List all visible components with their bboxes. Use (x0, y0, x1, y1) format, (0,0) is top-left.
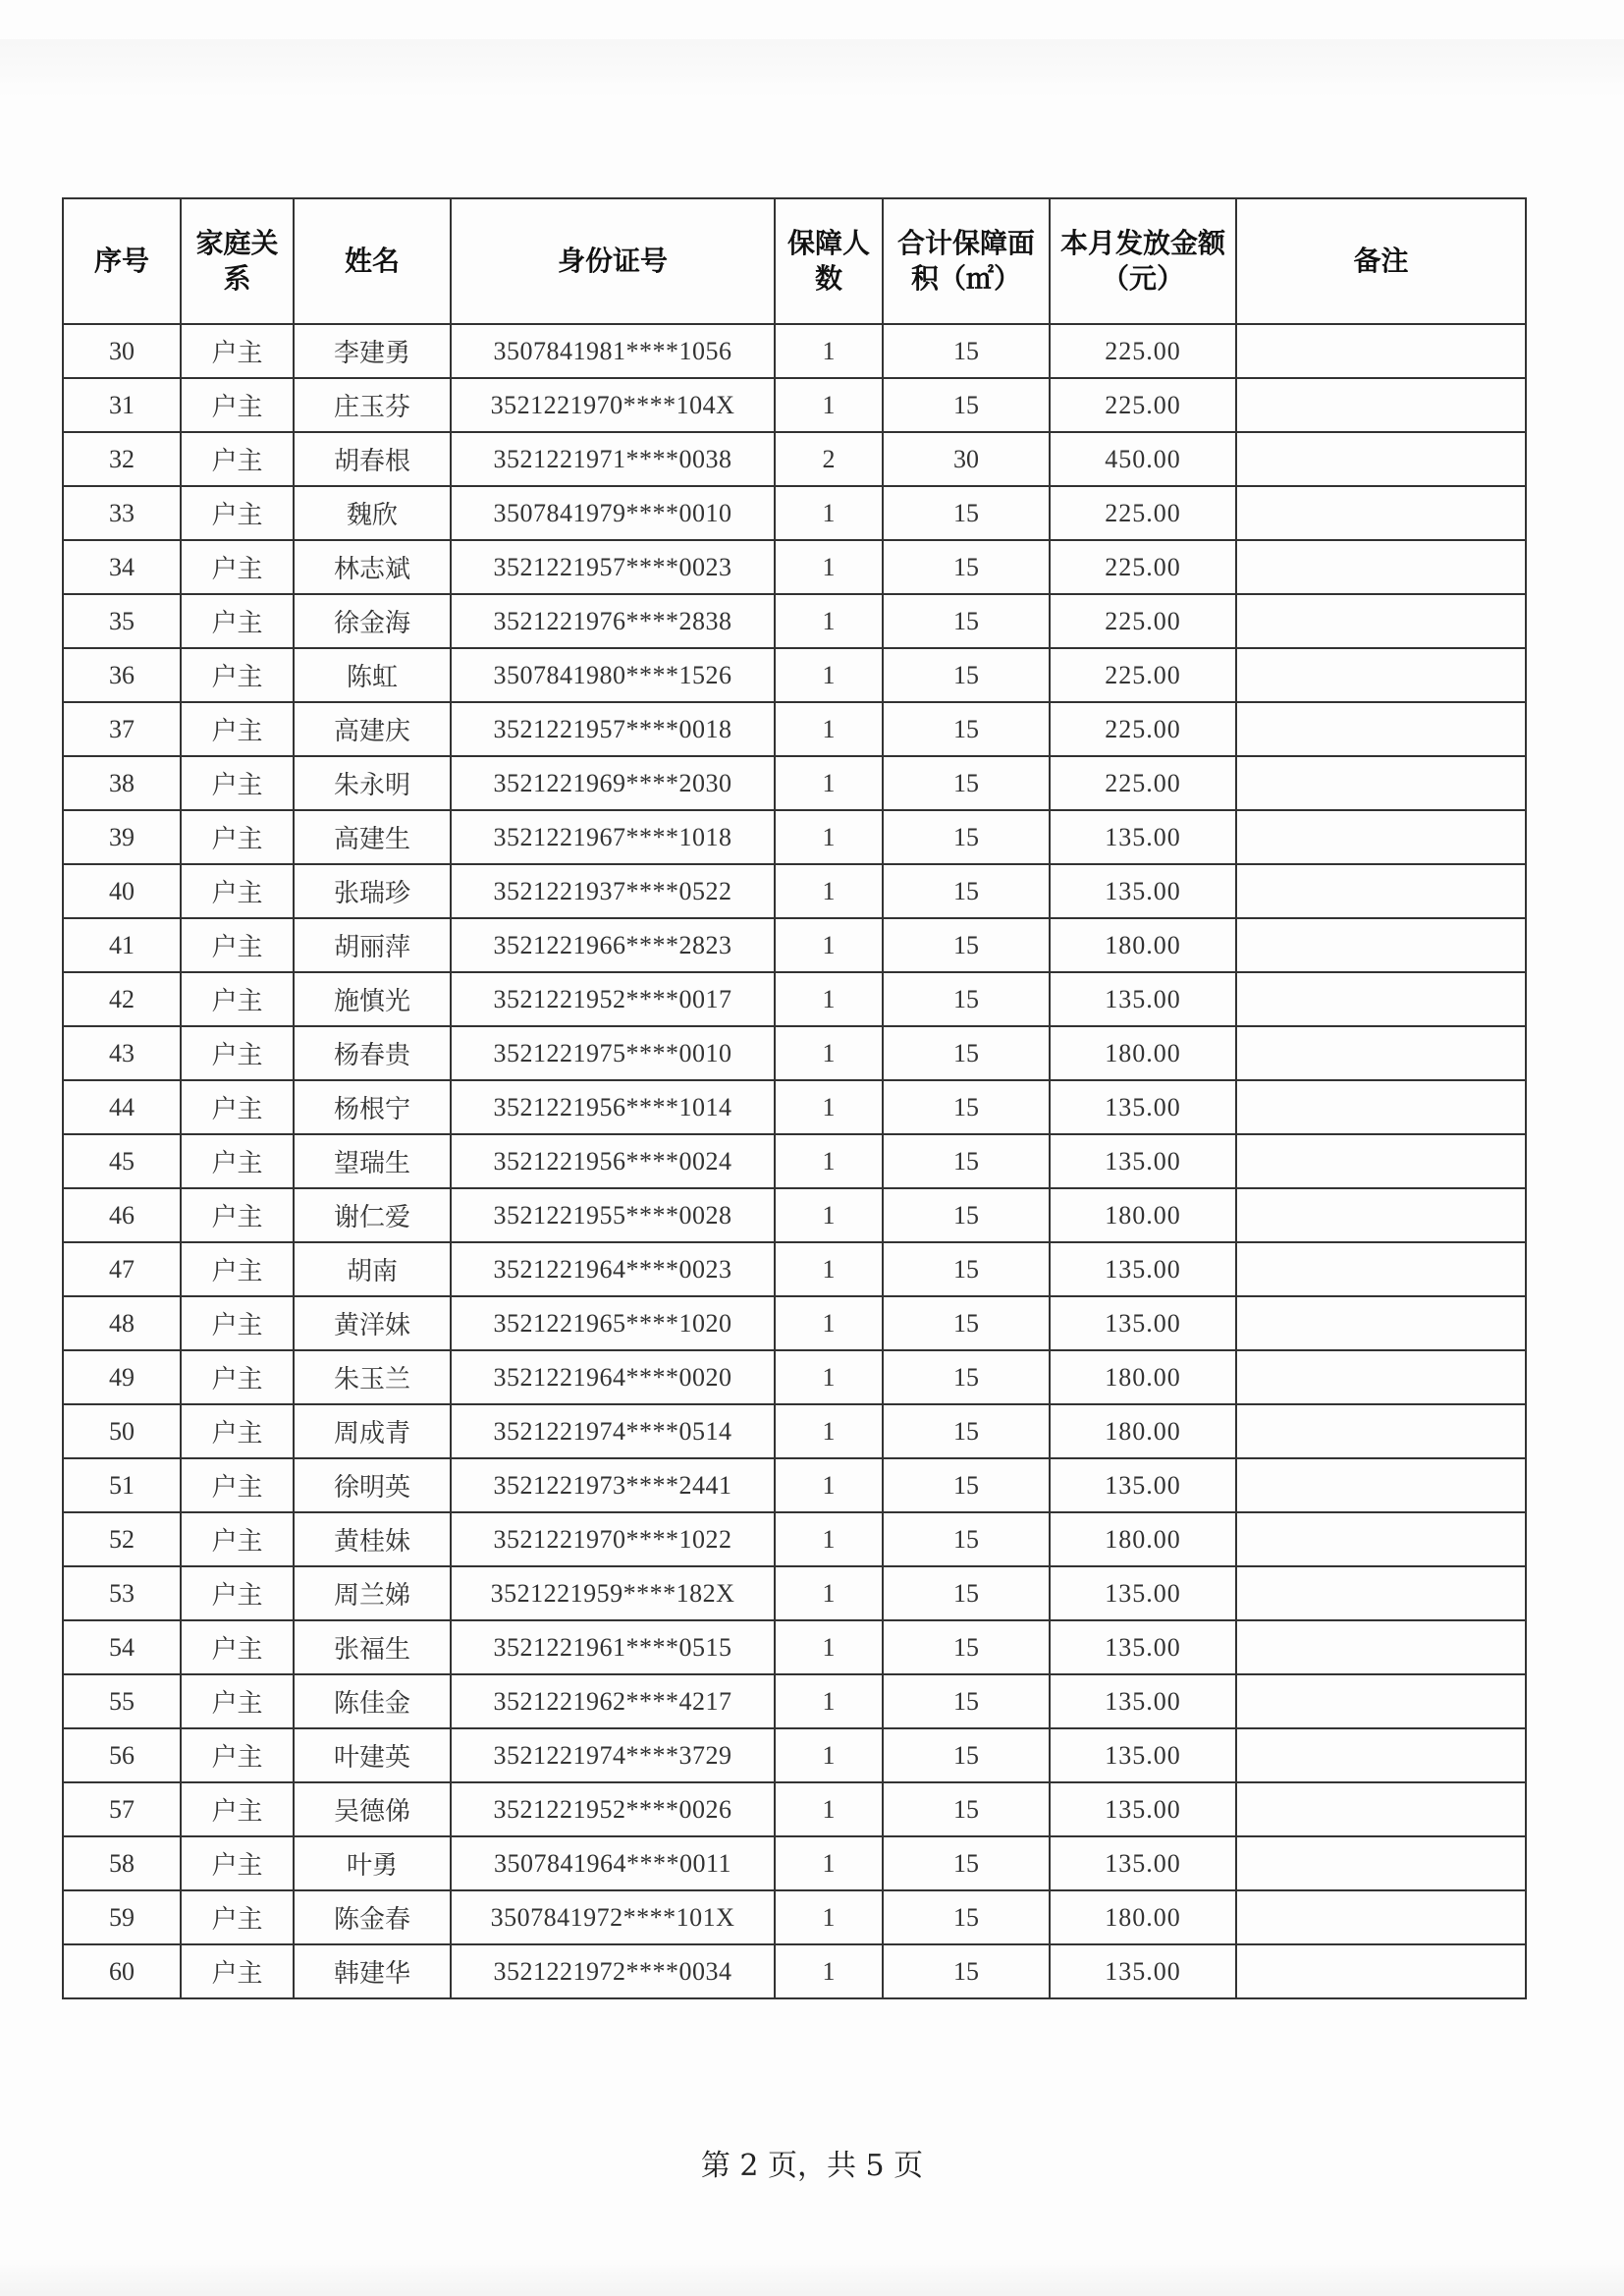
header-area-label: 合计保障面积（㎡） (896, 227, 1035, 295)
cell-area: 15 (883, 1080, 1050, 1134)
cell-people: 1 (775, 1512, 883, 1566)
cell-people: 1 (775, 1458, 883, 1512)
table-row (63, 1836, 1526, 1890)
cell-id-number: 3521221955****0028 (451, 1188, 775, 1242)
cell-remark (1236, 1458, 1526, 1512)
cell-id-number: 3521221957****0018 (451, 702, 775, 756)
cell-remark (1236, 1242, 1526, 1296)
housing-subsidy-table (62, 197, 1527, 1999)
cell-relation: 户主 (181, 1620, 294, 1674)
cell-id-number: 3521221973****2441 (451, 1458, 775, 1512)
cell-relation: 户主 (181, 1836, 294, 1890)
cell-id-number: 3521221972****0034 (451, 1944, 775, 1998)
cell-people: 2 (775, 432, 883, 486)
cell-amount: 135.00 (1050, 1674, 1236, 1728)
table-row (63, 1404, 1526, 1458)
header-people-label: 保障人数 (787, 227, 871, 295)
cell-people: 1 (775, 702, 883, 756)
cell-id-number: 3507841964****0011 (451, 1836, 775, 1890)
cell-id-number: 3521221971****0038 (451, 432, 775, 486)
cell-area: 15 (883, 810, 1050, 864)
cell-id-number: 3507841981****1056 (451, 324, 775, 378)
cell-name: 徐金海 (294, 594, 451, 648)
cell-amount: 225.00 (1050, 486, 1236, 540)
cell-area: 15 (883, 1620, 1050, 1674)
table-row (63, 1458, 1526, 1512)
cell-name: 杨春贵 (294, 1026, 451, 1080)
cell-seq: 31 (63, 378, 181, 432)
cell-seq: 41 (63, 918, 181, 972)
cell-seq: 49 (63, 1350, 181, 1404)
cell-area: 15 (883, 1782, 1050, 1836)
cell-relation: 户主 (181, 648, 294, 702)
cell-name: 谢仁爱 (294, 1188, 451, 1242)
cell-seq: 30 (63, 324, 181, 378)
table-row (63, 1782, 1526, 1836)
cell-name: 张瑞珍 (294, 864, 451, 918)
cell-name: 林志斌 (294, 540, 451, 594)
cell-remark (1236, 1890, 1526, 1944)
cell-area: 15 (883, 324, 1050, 378)
cell-amount: 135.00 (1050, 1782, 1236, 1836)
cell-seq: 59 (63, 1890, 181, 1944)
cell-seq: 37 (63, 702, 181, 756)
cell-seq: 35 (63, 594, 181, 648)
cell-amount: 180.00 (1050, 1026, 1236, 1080)
cell-remark (1236, 1188, 1526, 1242)
cell-seq: 33 (63, 486, 181, 540)
cell-name: 高建庆 (294, 702, 451, 756)
cell-amount: 135.00 (1050, 1944, 1236, 1998)
cell-name: 陈佳金 (294, 1674, 451, 1728)
cell-amount: 135.00 (1050, 864, 1236, 918)
cell-name: 杨根宁 (294, 1080, 451, 1134)
cell-relation: 户主 (181, 1512, 294, 1566)
cell-name: 高建生 (294, 810, 451, 864)
header-id-number: 身份证号 (451, 198, 775, 324)
cell-people: 1 (775, 972, 883, 1026)
cell-people: 1 (775, 1944, 883, 1998)
cell-people: 1 (775, 648, 883, 702)
cell-seq: 52 (63, 1512, 181, 1566)
cell-amount: 135.00 (1050, 1134, 1236, 1188)
header-seq: 序号 (63, 198, 181, 324)
cell-area: 15 (883, 1458, 1050, 1512)
cell-id-number: 3521221970****1022 (451, 1512, 775, 1566)
cell-id-number: 3521221956****1014 (451, 1080, 775, 1134)
cell-relation: 户主 (181, 1026, 294, 1080)
table-row (63, 1134, 1526, 1188)
cell-amount: 135.00 (1050, 810, 1236, 864)
cell-remark (1236, 1134, 1526, 1188)
cell-id-number: 3521221964****0023 (451, 1242, 775, 1296)
table-row (63, 702, 1526, 756)
table-row (63, 1296, 1526, 1350)
table-row (63, 486, 1526, 540)
cell-people: 1 (775, 1674, 883, 1728)
cell-area: 15 (883, 1566, 1050, 1620)
cell-seq: 58 (63, 1836, 181, 1890)
cell-id-number: 3521221969****2030 (451, 756, 775, 810)
cell-name: 胡丽萍 (294, 918, 451, 972)
cell-remark (1236, 918, 1526, 972)
cell-people: 1 (775, 1080, 883, 1134)
cell-seq: 46 (63, 1188, 181, 1242)
cell-remark (1236, 1350, 1526, 1404)
cell-people: 1 (775, 1782, 883, 1836)
cell-relation: 户主 (181, 702, 294, 756)
cell-remark (1236, 540, 1526, 594)
table-row (63, 864, 1526, 918)
cell-amount: 135.00 (1050, 1458, 1236, 1512)
cell-relation: 户主 (181, 864, 294, 918)
cell-seq: 48 (63, 1296, 181, 1350)
cell-amount: 225.00 (1050, 540, 1236, 594)
cell-remark (1236, 756, 1526, 810)
cell-remark (1236, 1080, 1526, 1134)
cell-id-number: 3521221966****2823 (451, 918, 775, 972)
cell-people: 1 (775, 1026, 883, 1080)
cell-relation: 户主 (181, 1134, 294, 1188)
cell-relation: 户主 (181, 1080, 294, 1134)
header-relation-label: 家庭关系 (195, 227, 279, 295)
cell-people: 1 (775, 378, 883, 432)
cell-id-number: 3521221974****3729 (451, 1728, 775, 1782)
cell-amount: 225.00 (1050, 702, 1236, 756)
cell-area: 15 (883, 648, 1050, 702)
cell-relation: 户主 (181, 1296, 294, 1350)
cell-relation: 户主 (181, 324, 294, 378)
cell-people: 1 (775, 1188, 883, 1242)
cell-people: 1 (775, 1134, 883, 1188)
cell-name: 周成青 (294, 1404, 451, 1458)
cell-relation: 户主 (181, 972, 294, 1026)
cell-id-number: 3521221967****1018 (451, 810, 775, 864)
cell-id-number: 3521221965****1020 (451, 1296, 775, 1350)
cell-name: 韩建华 (294, 1944, 451, 1998)
cell-seq: 43 (63, 1026, 181, 1080)
cell-relation: 户主 (181, 1674, 294, 1728)
cell-area: 15 (883, 864, 1050, 918)
cell-name: 朱永明 (294, 756, 451, 810)
cell-amount: 135.00 (1050, 1566, 1236, 1620)
header-amount (1050, 198, 1236, 324)
cell-seq: 54 (63, 1620, 181, 1674)
cell-area: 15 (883, 1350, 1050, 1404)
cell-id-number: 3521221974****0514 (451, 1404, 775, 1458)
cell-name: 陈金春 (294, 1890, 451, 1944)
cell-relation: 户主 (181, 1890, 294, 1944)
cell-remark (1236, 648, 1526, 702)
page-indicator: 第 2 页，共 5 页 (700, 2149, 924, 2183)
cell-seq: 39 (63, 810, 181, 864)
cell-people: 1 (775, 324, 883, 378)
cell-name: 李建勇 (294, 324, 451, 378)
cell-people: 1 (775, 864, 883, 918)
cell-remark (1236, 1782, 1526, 1836)
cell-remark (1236, 324, 1526, 378)
table-row (63, 594, 1526, 648)
cell-relation: 户主 (181, 540, 294, 594)
cell-area: 15 (883, 1674, 1050, 1728)
cell-remark (1236, 810, 1526, 864)
cell-people: 1 (775, 1566, 883, 1620)
cell-id-number: 3521221976****2838 (451, 594, 775, 648)
cell-amount: 225.00 (1050, 756, 1236, 810)
cell-remark (1236, 1620, 1526, 1674)
cell-id-number: 3521221952****0026 (451, 1782, 775, 1836)
cell-id-number: 3507841979****0010 (451, 486, 775, 540)
cell-seq: 47 (63, 1242, 181, 1296)
table-body (63, 324, 1526, 1998)
cell-people: 1 (775, 756, 883, 810)
cell-remark (1236, 594, 1526, 648)
header-area (883, 198, 1050, 324)
cell-relation: 户主 (181, 1242, 294, 1296)
cell-relation: 户主 (181, 810, 294, 864)
cell-relation: 户主 (181, 1566, 294, 1620)
cell-id-number: 3521221957****0023 (451, 540, 775, 594)
cell-area: 15 (883, 972, 1050, 1026)
cell-seq: 51 (63, 1458, 181, 1512)
cell-name: 黄洋妹 (294, 1296, 451, 1350)
table-row (63, 324, 1526, 378)
table-row (63, 1080, 1526, 1134)
cell-area: 15 (883, 1188, 1050, 1242)
cell-seq: 56 (63, 1728, 181, 1782)
cell-seq: 57 (63, 1782, 181, 1836)
cell-relation: 户主 (181, 486, 294, 540)
header-people (775, 198, 883, 324)
cell-area: 15 (883, 1296, 1050, 1350)
cell-name: 叶勇 (294, 1836, 451, 1890)
cell-area: 15 (883, 1890, 1050, 1944)
cell-area: 15 (883, 594, 1050, 648)
cell-seq: 42 (63, 972, 181, 1026)
cell-area: 15 (883, 1836, 1050, 1890)
table-header-row (63, 198, 1526, 324)
cell-seq: 36 (63, 648, 181, 702)
cell-amount: 135.00 (1050, 1080, 1236, 1134)
cell-remark (1236, 702, 1526, 756)
cell-remark (1236, 972, 1526, 1026)
cell-area: 15 (883, 1134, 1050, 1188)
cell-relation: 户主 (181, 1188, 294, 1242)
cell-area: 15 (883, 702, 1050, 756)
table-row (63, 1188, 1526, 1242)
cell-remark (1236, 1512, 1526, 1566)
table-row (63, 972, 1526, 1026)
cell-seq: 44 (63, 1080, 181, 1134)
scan-shadow-bottom (0, 2259, 1624, 2296)
cell-amount: 225.00 (1050, 594, 1236, 648)
cell-amount: 180.00 (1050, 1512, 1236, 1566)
cell-id-number: 3521221959****182X (451, 1566, 775, 1620)
table-row (63, 378, 1526, 432)
cell-relation: 户主 (181, 594, 294, 648)
cell-name: 周兰娣 (294, 1566, 451, 1620)
cell-area: 15 (883, 378, 1050, 432)
cell-area: 15 (883, 1404, 1050, 1458)
cell-amount: 135.00 (1050, 1620, 1236, 1674)
cell-name: 庄玉芬 (294, 378, 451, 432)
header-remark: 备注 (1236, 198, 1526, 324)
cell-seq: 40 (63, 864, 181, 918)
cell-relation: 户主 (181, 1782, 294, 1836)
cell-name: 陈虹 (294, 648, 451, 702)
cell-people: 1 (775, 1404, 883, 1458)
cell-id-number: 3521221937****0522 (451, 864, 775, 918)
cell-id-number: 3521221956****0024 (451, 1134, 775, 1188)
table-row (63, 756, 1526, 810)
table-row (63, 1944, 1526, 1998)
cell-remark (1236, 1404, 1526, 1458)
header-name: 姓名 (294, 198, 451, 324)
cell-people: 1 (775, 1350, 883, 1404)
cell-seq: 50 (63, 1404, 181, 1458)
cell-seq: 34 (63, 540, 181, 594)
cell-seq: 55 (63, 1674, 181, 1728)
cell-area: 15 (883, 486, 1050, 540)
cell-remark (1236, 1296, 1526, 1350)
cell-id-number: 3507841972****101X (451, 1890, 775, 1944)
cell-area: 15 (883, 756, 1050, 810)
cell-amount: 225.00 (1050, 324, 1236, 378)
cell-area: 30 (883, 432, 1050, 486)
cell-name: 魏欣 (294, 486, 451, 540)
cell-remark (1236, 1836, 1526, 1890)
cell-people: 1 (775, 1728, 883, 1782)
cell-id-number: 3521221970****104X (451, 378, 775, 432)
cell-area: 15 (883, 1242, 1050, 1296)
cell-people: 1 (775, 594, 883, 648)
cell-people: 1 (775, 540, 883, 594)
table-row (63, 1350, 1526, 1404)
table-row (63, 648, 1526, 702)
cell-amount: 180.00 (1050, 1188, 1236, 1242)
table-row (63, 1566, 1526, 1620)
cell-area: 15 (883, 1728, 1050, 1782)
cell-seq: 53 (63, 1566, 181, 1620)
cell-people: 1 (775, 1890, 883, 1944)
cell-amount: 135.00 (1050, 1728, 1236, 1782)
cell-amount: 180.00 (1050, 1350, 1236, 1404)
cell-relation: 户主 (181, 378, 294, 432)
table-row (63, 1890, 1526, 1944)
cell-amount: 450.00 (1050, 432, 1236, 486)
cell-name: 吴德俤 (294, 1782, 451, 1836)
cell-id-number: 3521221961****0515 (451, 1620, 775, 1674)
cell-seq: 45 (63, 1134, 181, 1188)
cell-remark (1236, 1566, 1526, 1620)
cell-id-number: 3521221975****0010 (451, 1026, 775, 1080)
cell-amount: 225.00 (1050, 378, 1236, 432)
cell-name: 徐明英 (294, 1458, 451, 1512)
cell-name: 胡春根 (294, 432, 451, 486)
cell-people: 1 (775, 1836, 883, 1890)
cell-seq: 60 (63, 1944, 181, 1998)
cell-people: 1 (775, 1620, 883, 1674)
cell-remark (1236, 432, 1526, 486)
cell-remark (1236, 378, 1526, 432)
cell-remark (1236, 1728, 1526, 1782)
cell-name: 叶建英 (294, 1728, 451, 1782)
cell-relation: 户主 (181, 1458, 294, 1512)
cell-relation: 户主 (181, 918, 294, 972)
table-row (63, 432, 1526, 486)
cell-id-number: 3521221952****0017 (451, 972, 775, 1026)
cell-remark (1236, 1026, 1526, 1080)
cell-people: 1 (775, 1242, 883, 1296)
header-amount-label: 本月发放金额（元） (1060, 227, 1226, 295)
cell-seq: 32 (63, 432, 181, 486)
header-relation (181, 198, 294, 324)
cell-name: 朱玉兰 (294, 1350, 451, 1404)
cell-remark (1236, 486, 1526, 540)
table-row (63, 1026, 1526, 1080)
table-row (63, 1674, 1526, 1728)
cell-amount: 135.00 (1050, 972, 1236, 1026)
cell-area: 15 (883, 1512, 1050, 1566)
cell-name: 施慎光 (294, 972, 451, 1026)
scan-shadow-top (0, 39, 1624, 98)
cell-remark (1236, 1944, 1526, 1998)
cell-area: 15 (883, 540, 1050, 594)
cell-relation: 户主 (181, 432, 294, 486)
cell-relation: 户主 (181, 1944, 294, 1998)
cell-relation: 户主 (181, 1350, 294, 1404)
cell-id-number: 3521221962****4217 (451, 1674, 775, 1728)
cell-people: 1 (775, 1296, 883, 1350)
cell-name: 黄桂妹 (294, 1512, 451, 1566)
table-row (63, 1620, 1526, 1674)
cell-id-number: 3521221964****0020 (451, 1350, 775, 1404)
table-row (63, 540, 1526, 594)
table-row (63, 1242, 1526, 1296)
cell-people: 1 (775, 486, 883, 540)
cell-amount: 180.00 (1050, 918, 1236, 972)
cell-relation: 户主 (181, 756, 294, 810)
table-row (63, 1728, 1526, 1782)
cell-amount: 135.00 (1050, 1242, 1236, 1296)
cell-amount: 135.00 (1050, 1296, 1236, 1350)
cell-people: 1 (775, 810, 883, 864)
cell-area: 15 (883, 918, 1050, 972)
cell-remark (1236, 1674, 1526, 1728)
cell-relation: 户主 (181, 1404, 294, 1458)
cell-relation: 户主 (181, 1728, 294, 1782)
cell-name: 望瑞生 (294, 1134, 451, 1188)
cell-amount: 225.00 (1050, 648, 1236, 702)
table-row (63, 1512, 1526, 1566)
cell-remark (1236, 864, 1526, 918)
cell-amount: 180.00 (1050, 1890, 1236, 1944)
table-row (63, 918, 1526, 972)
cell-area: 15 (883, 1026, 1050, 1080)
cell-area: 15 (883, 1944, 1050, 1998)
cell-name: 张福生 (294, 1620, 451, 1674)
cell-id-number: 3507841980****1526 (451, 648, 775, 702)
table-row (63, 810, 1526, 864)
cell-amount: 180.00 (1050, 1404, 1236, 1458)
cell-seq: 38 (63, 756, 181, 810)
cell-people: 1 (775, 918, 883, 972)
cell-name: 胡南 (294, 1242, 451, 1296)
cell-amount: 135.00 (1050, 1836, 1236, 1890)
